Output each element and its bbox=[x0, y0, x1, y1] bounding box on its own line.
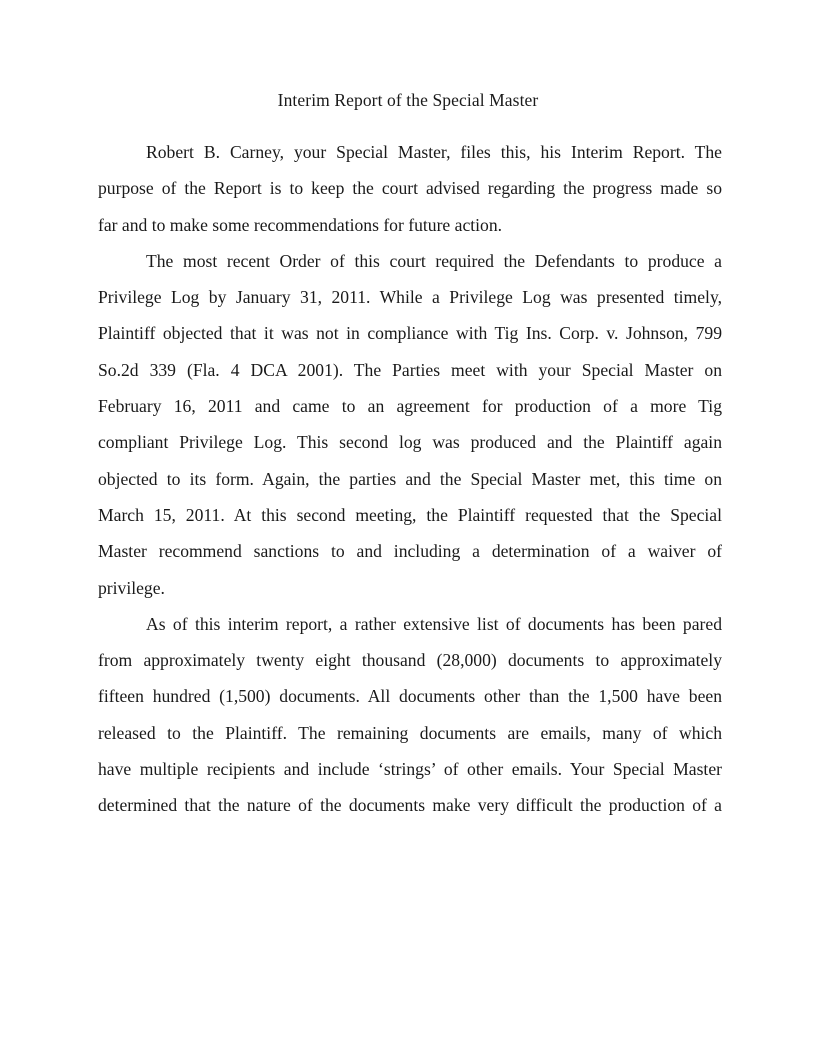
paragraph-3 bbox=[98, 606, 722, 824]
paragraph-line: purpose of the Report is to keep the court advised regarding the progress made so bbox=[98, 178, 722, 199]
paragraph-line: As of this interim report, a rather extensive list of documents has been pared bbox=[146, 613, 722, 634]
paragraph-line: privilege. bbox=[98, 577, 165, 598]
paragraph-line: determined that the nature of the documents make very difficult the production of a bbox=[98, 795, 722, 816]
paragraph-line: released to the Plaintiff. The remaining documents are emails, many of which bbox=[98, 722, 722, 743]
paragraph-line: February 16, 2011 and came to an agreement for production of a more Tig bbox=[98, 396, 722, 417]
paragraph-line: far and to make some recommendations for future action. bbox=[98, 214, 503, 235]
paragraph-line: from approximately twenty eight thousand (28,000) documents to approximately bbox=[98, 650, 722, 671]
paragraph-line: compliant Privilege Log. This second log was produced and the Plaintiff again bbox=[98, 432, 722, 453]
paragraph-line: Privilege Log by January 31, 2011. While a Privilege Log was presented timely, bbox=[98, 287, 722, 308]
paragraph-line: Plaintiff objected that it was not in compliance with Tig Ins. Corp. v. Johnson, 799 bbox=[98, 323, 722, 344]
paragraph-line: March 15, 2011. At this second meeting, the Plaintiff requested that the Special bbox=[98, 504, 722, 525]
paragraph-line: fifteen hundred (1,500) documents. All documents other than the 1,500 have been bbox=[98, 686, 722, 707]
paragraph-line: Master recommend sanctions to and including a determination of a waiver of bbox=[98, 541, 722, 562]
paragraph-line: have multiple recipients and include ‘strings’ of other emails. Your Special Master bbox=[98, 759, 722, 780]
paragraph-line: objected to its form. Again, the parties and the Special Master met, this time on bbox=[98, 468, 722, 489]
paragraph-line: The most recent Order of this court required the Defendants to produce a bbox=[146, 250, 722, 271]
document-title: Interim Report of the Special Master bbox=[277, 90, 539, 110]
paragraph-line: Robert B. Carney, your Special Master, files this, his Interim Report. The bbox=[146, 142, 722, 162]
paragraph-line: So.2d 339 (Fla. 4 DCA 2001). The Parties meet with your Special Master on bbox=[98, 359, 722, 380]
paragraph-1 bbox=[98, 134, 722, 243]
document-body bbox=[98, 134, 722, 824]
paragraph-2 bbox=[98, 243, 722, 606]
